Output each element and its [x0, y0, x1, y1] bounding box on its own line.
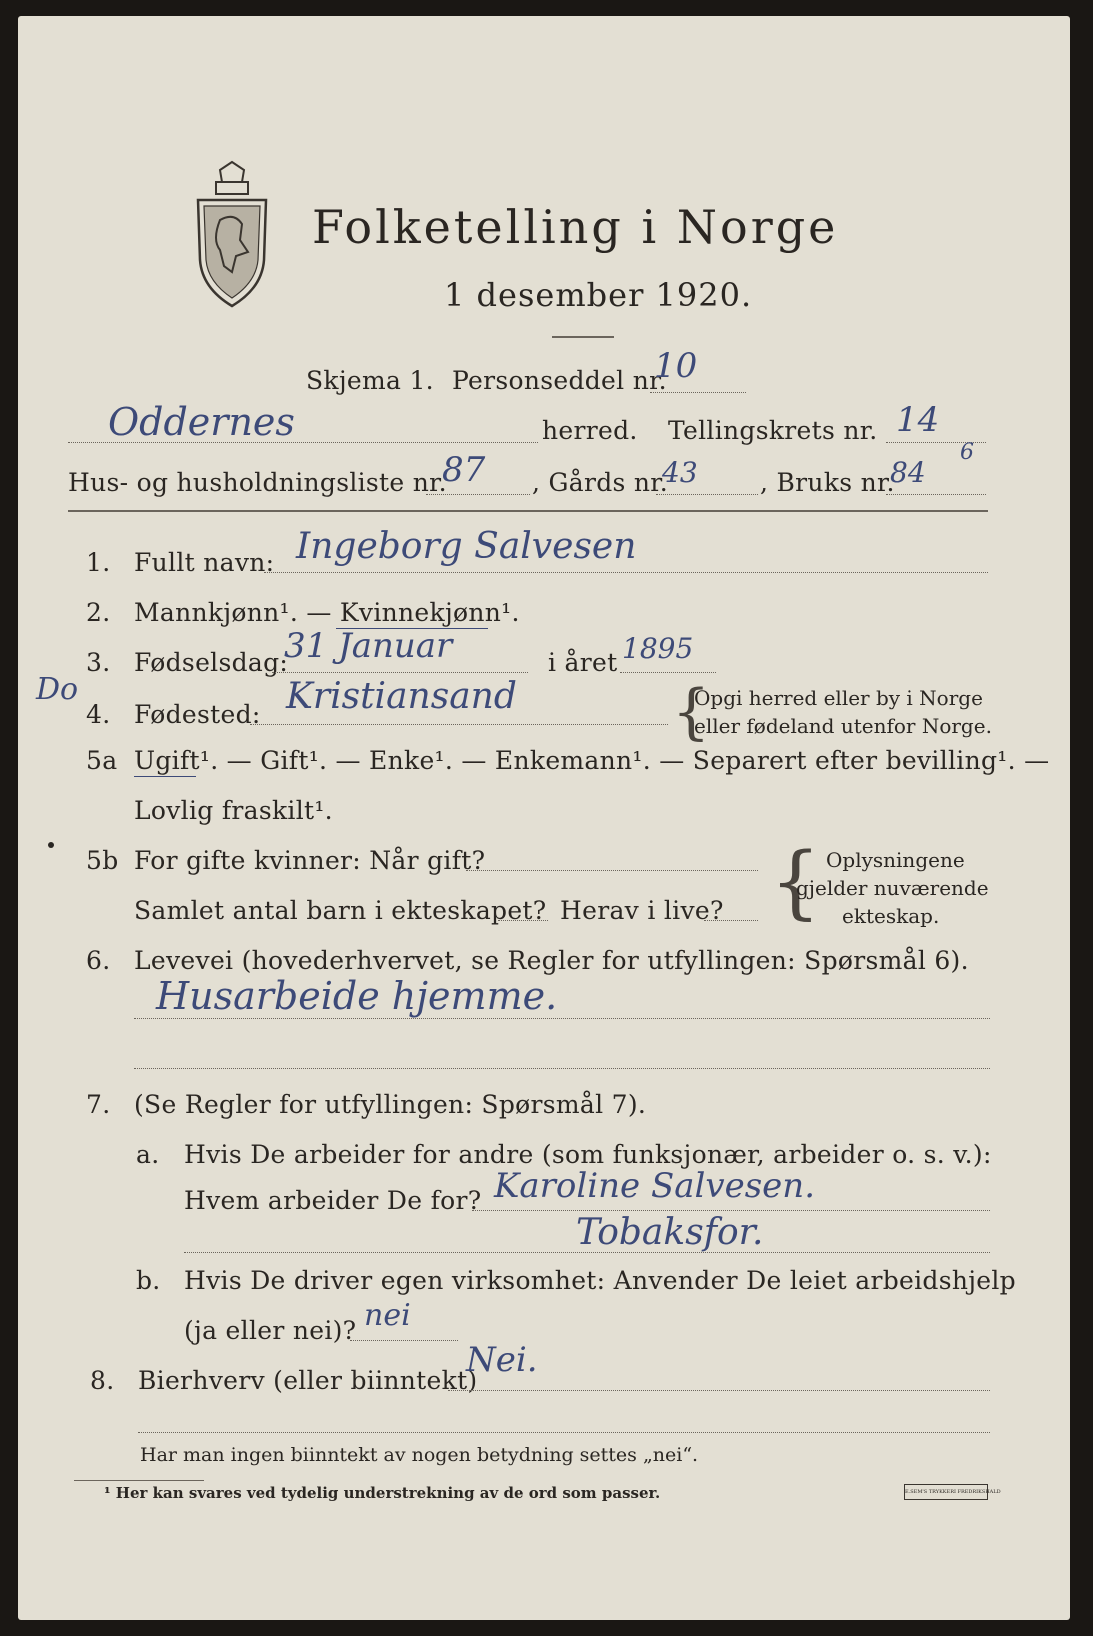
q7b-line	[350, 1340, 458, 1341]
q4-margin-mark: Do	[36, 672, 79, 707]
header-divider	[68, 510, 988, 512]
q3-year[interactable]: 1895	[622, 632, 694, 665]
q1-label: Fullt navn:	[134, 548, 275, 577]
q5b-barn-line	[498, 920, 548, 921]
hus-line	[426, 494, 530, 495]
q4-note-2: eller fødeland utenfor Norge.	[694, 714, 992, 738]
gards-label: , Gårds nr.	[532, 468, 669, 497]
q8-value[interactable]: Nei.	[466, 1340, 538, 1380]
q2-text: Mannkjønn¹. — Kvinnekjønn¹.	[134, 598, 520, 627]
q5b-live-line	[704, 920, 758, 921]
q3-value[interactable]: 31 Januar	[284, 626, 453, 666]
hus-value[interactable]: 87	[442, 450, 486, 490]
herred-line	[68, 442, 538, 443]
q7a-line-1: Hvis De arbeider for andre (som funksjonær, arbeider o. s. v.):	[184, 1140, 992, 1169]
q3-year-label: i året	[548, 648, 618, 677]
q7b-letter: b.	[136, 1266, 161, 1295]
q8-label: Bierhverv (eller biinntekt)	[138, 1366, 478, 1395]
q7a-line-2: Hvem arbeider De for?	[184, 1186, 482, 1215]
q8-number: 8.	[90, 1366, 115, 1395]
tellingskrets-label: Tellingskrets nr.	[668, 416, 878, 445]
q4-brace: {	[672, 677, 711, 747]
q5b-number: 5b	[86, 846, 119, 875]
q1-value[interactable]: Ingeborg Salvesen	[296, 526, 637, 567]
footer-note: Har man ingen biinntekt av nogen betydning settes „nei“.	[140, 1444, 699, 1466]
q3-year-line	[620, 672, 716, 673]
q4-value[interactable]: Kristiansand	[286, 676, 517, 717]
q5b-brace: {	[770, 835, 821, 928]
census-date: 1 desember 1920.	[444, 276, 753, 314]
q6-line-2	[134, 1068, 990, 1069]
schema-label: Skjema 1.	[306, 366, 434, 395]
q6-value[interactable]: Husarbeide hjemme.	[156, 974, 558, 1018]
q7b-line-2: (ja eller nei)?	[184, 1316, 357, 1345]
q5b-note-3: ekteskap.	[842, 904, 940, 928]
q5a-number: 5a	[86, 746, 118, 775]
q6-label: Levevei (hovederhvervet, se Regler for utfyllingen: Spørsmål 6).	[134, 946, 969, 975]
q3-number: 3.	[86, 648, 111, 677]
q3-label: Fødselsdag:	[134, 648, 289, 677]
q4-line	[250, 724, 668, 725]
title-divider	[552, 336, 614, 338]
q7a-line	[472, 1210, 990, 1211]
q8-line	[448, 1390, 990, 1391]
gards-line	[656, 494, 758, 495]
q5b-line-1: For gifte kvinner: Når gift?	[134, 846, 486, 875]
q5b-note-2: gjelder nuværende	[796, 876, 989, 900]
q4-note-1: Opgi herred eller by i Norge	[694, 686, 983, 710]
q7a-line-2-rule	[184, 1252, 990, 1253]
herred-value[interactable]: Oddernes	[108, 400, 295, 444]
footnote-divider	[74, 1480, 204, 1481]
form-title: Folketelling i Norge	[312, 200, 839, 254]
q2-number: 2.	[86, 598, 111, 627]
q5b-note-1: Oplysningene	[826, 848, 965, 872]
personseddel-value[interactable]: 10	[654, 346, 698, 386]
q7-label: (Se Regler for utfyllingen: Spørsmål 7).	[134, 1090, 647, 1119]
footnote: ¹ Her kan svares ved tydelig understrekning av de ord som passer.	[104, 1484, 661, 1502]
personseddel-line	[650, 392, 746, 393]
q5a-line-2: Lovlig fraskilt¹.	[134, 796, 333, 825]
q7a-letter: a.	[136, 1140, 160, 1169]
margin-dot	[48, 842, 54, 848]
q3-line	[272, 672, 528, 673]
q6-number: 6.	[86, 946, 111, 975]
coat-of-arms-icon	[190, 160, 274, 310]
gards-value[interactable]: 43	[662, 456, 698, 489]
q5a-underline-ugift	[134, 776, 196, 777]
q7b-line-1: Hvis De driver egen virksomhet: Anvender De leiet arbeidshjelp	[184, 1266, 1016, 1295]
bruks-label: , Bruks nr.	[760, 468, 895, 497]
q7-number: 7.	[86, 1090, 111, 1119]
q8-line-2	[138, 1432, 990, 1433]
q5a-line-1: Ugift¹. — Gift¹. — Enke¹. — Enkemann¹. — Separert efter bevilling¹. —	[134, 746, 1050, 775]
q5b-line-2b: Herav i live?	[560, 896, 724, 925]
q4-number: 4.	[86, 700, 111, 729]
personseddel-label: Personseddel nr.	[452, 366, 667, 395]
q7b-value[interactable]: nei	[364, 1298, 411, 1333]
q5b-line-2a: Samlet antal barn i ekteskapet?	[134, 896, 547, 925]
q7a-value[interactable]: Karoline Salvesen.	[494, 1166, 816, 1206]
bruks-value[interactable]: 84	[890, 456, 926, 489]
bruks-sup[interactable]: 6	[960, 440, 974, 465]
q4-label: Fødested:	[134, 700, 261, 729]
q5b-gift-line	[466, 870, 758, 871]
q1-number: 1.	[86, 548, 111, 577]
hus-label: Hus- og husholdningsliste nr.	[68, 468, 447, 497]
bruks-line	[886, 494, 986, 495]
q7a-value-2[interactable]: Tobaksfor.	[576, 1212, 764, 1253]
herred-label: herred.	[542, 416, 638, 445]
tellingskrets-value[interactable]: 14	[896, 400, 940, 440]
printer-mark: E.SEM'S TRYKKERI FREDRIKSHALD	[904, 1484, 988, 1500]
q6-line-1	[134, 1018, 990, 1019]
q1-line	[264, 572, 988, 573]
